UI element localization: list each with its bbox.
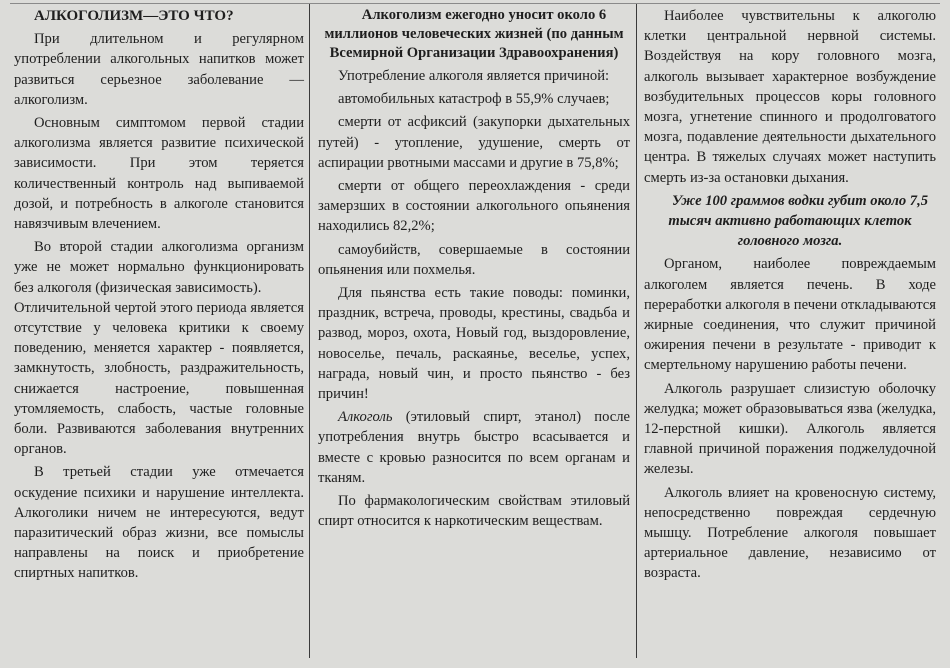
col1-paragraph-1: При длительном и регулярном употреблении алкогольных напитков может развиться серьезное заболевание — алкоголизм. <box>14 31 304 108</box>
col1-paragraph-2: Основным симптомом первой стадии алкоголизма является развитие психической зависимости. При этом теряется количественный контроль над выпиваемой дозой, и потребность в алкоголе становится навязчивым влечением. <box>14 115 304 233</box>
col2-paragraph-6: Для пьянства есть такие поводы: поминки, праздник, встреча, проводы, крестины, свадьба и развод, мороз, охота, Новый год, выздоровление, новоселье, печаль, раскаянье, веселье, успех, награда, новый чин, и просто пьянство - без причин! <box>318 285 630 403</box>
column-divider-2 <box>636 4 637 658</box>
top-rule <box>10 3 940 4</box>
col2-paragraph-8: По фармакологическим свойствам этиловый спирт относится к наркотическим веществам. <box>318 493 630 530</box>
col3-paragraph-1: Наиболее чувствительны к алкоголю клетки центральной нервной системы. Воздействуя на кору головного мозга, алкоголь вызывает характерное возбуждение возбудительных процессов коры головного мозга, угнетение спинного и продолговатого мозга, подавление деятельности дыхательного центра. В тяжелых случаях может наступить смерть из-за остановки дыхания. <box>644 8 936 186</box>
col2-paragraph-2: автомобильных катастроф в 55,9% случаев; <box>338 91 610 108</box>
column-2-title: Алкоголизм ежегодно уносит около 6 миллионов человеческих жизней (по данным Всемирной Организации Здравоохранения) <box>324 7 624 61</box>
col3-paragraph-2: Органом, наиболее повреждаемым алкоголем является печень. В ходе переработки алкоголя в печени откладываются жирные соединения, что служит причиной ожирения печени в результате - приводит к смертельному нарушению работы печени. <box>644 256 936 374</box>
col2-paragraph-4: смерти от общего переохлаждения - среди замерзших в состоянии алкогольного опьянения находились 82,2%; <box>318 178 630 235</box>
col3-paragraph-4: Алкоголь влияет на кровеносную систему, непосредственно повреждая сердечную мышцу. Потребление алкоголя повышает артериальное давление, независимо от возраста. <box>644 484 936 582</box>
column-divider-1 <box>309 4 310 658</box>
column-3 <box>644 6 936 654</box>
column-1 <box>14 6 304 654</box>
alcohol-term: Алкоголь <box>338 409 393 426</box>
col2-paragraph-7 <box>318 407 630 488</box>
col2-paragraph-1: Употребление алкоголя является причиной: <box>338 68 610 84</box>
col3-paragraph-3: Алкоголь разрушает слизистую оболочку желудка; может образовываться язва (желудка, 12-перстной кишки). Алкоголь является главной причиной поражения поджелудочной железы. <box>644 380 936 478</box>
col1-paragraph-4: Отличительной чертой этого периода является отсутствие у человека критики к своему поведению, меняется характер - появляется, замкнутость, злобность, раздражительность, снижается настроение, повышенная утомляемость, слабость, частые головные боли. Развиваются заболевания внутренних органов. <box>14 299 304 458</box>
col2-paragraph-5: самоубийств, совершаемые в состоянии опьянения или похмелья. <box>318 241 630 278</box>
alcohol-definition: (этиловый спирт, этанол) после употребления внутрь быстро всасывается и вместе с кровью разносится по всем органам и тканям. <box>318 409 630 486</box>
column-1-title: АЛКОГОЛИЗМ—ЭТО ЧТО? <box>34 8 234 24</box>
column-2 <box>318 6 630 654</box>
col3-emphasis: Уже 100 граммов водки губит около 7,5 тысяч активно работающих клеток головного мозга. <box>668 192 929 250</box>
col1-paragraph-3: Во второй стадии алкоголизма организм уже не может нормально функционировать без алкоголя (физическая зависимость). <box>14 239 304 296</box>
col1-paragraph-5: В третьей стадии уже отмечается оскудение психики и нарушение интеллекта. Алкоголики ничем не интересуются, ведут паразитический образ жизни, все помыслы направлены на поиск и приобретение спиртных напитков. <box>14 464 304 582</box>
col2-paragraph-3: смерти от асфиксий (закупорки дыхательных путей) - утопление, удушение, смерть от аспирации рвотными массами и другие в 75,8%; <box>318 114 630 171</box>
